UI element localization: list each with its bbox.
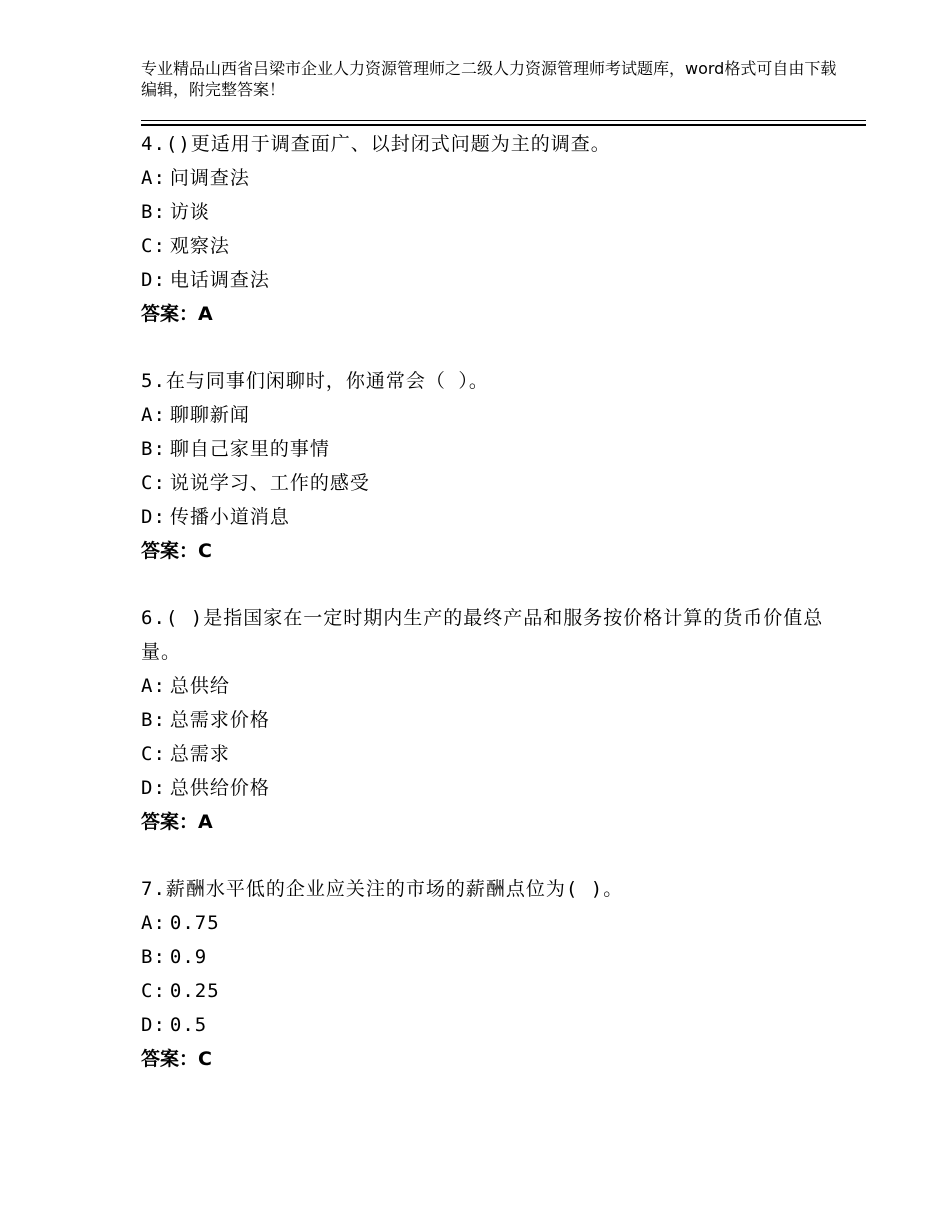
answer: 答案：C (141, 1048, 212, 1070)
option-a (141, 906, 841, 940)
question-text: 5.在与同事们闲聊时，你通常会（ ）。 (141, 370, 489, 392)
answer: 答案：C (141, 540, 212, 562)
option-text: 0.5 (169, 1014, 208, 1036)
option-text: 问调查法 (169, 167, 250, 189)
option-key: C: (141, 472, 166, 494)
option-c (141, 974, 841, 1008)
option-key: A: (141, 404, 166, 426)
question-7 (141, 872, 841, 1076)
option-text: 说说学习、工作的感受 (169, 472, 370, 494)
option-text: 0.25 (169, 980, 220, 1002)
option-d (141, 771, 841, 805)
question-text: 6.( )是指国家在一定时期内生产的最终产品和服务按价格计算的货币价值总量。 (141, 607, 824, 663)
option-d (141, 263, 841, 297)
option-key: D: (141, 1014, 166, 1036)
option-key: A: (141, 675, 166, 697)
option-a (141, 398, 841, 432)
option-text: 聊聊新闻 (169, 404, 250, 426)
option-a (141, 669, 841, 703)
option-text: 观察法 (169, 235, 230, 257)
option-text: 聊自己家里的事情 (169, 438, 330, 460)
question-5 (141, 364, 841, 568)
option-text: 传播小道消息 (169, 506, 290, 528)
option-key: A: (141, 912, 166, 934)
option-key: D: (141, 506, 166, 528)
question-6 (141, 601, 841, 839)
header-divider-thin (141, 120, 866, 121)
option-b (141, 940, 841, 974)
option-key: B: (141, 438, 166, 460)
option-key: B: (141, 201, 166, 223)
option-text: 0.9 (169, 946, 208, 968)
option-c (141, 737, 841, 771)
option-a (141, 161, 841, 195)
question-text: 4.()更适用于调查面广、以封闭式问题为主的调查。 (141, 133, 611, 155)
option-d (141, 500, 841, 534)
question-text: 7.薪酬水平低的企业应关注的市场的薪酬点位为( )。 (141, 878, 624, 900)
option-b (141, 432, 841, 466)
option-text: 总供给 (169, 675, 230, 697)
answer: 答案：A (141, 303, 213, 325)
option-text: 总供给价格 (169, 777, 270, 799)
option-text: 访谈 (169, 201, 210, 223)
option-key: A: (141, 167, 166, 189)
option-text: 电话调查法 (169, 269, 270, 291)
option-key: C: (141, 980, 166, 1002)
option-key: D: (141, 269, 166, 291)
option-key: B: (141, 709, 166, 731)
option-c (141, 466, 841, 500)
option-b (141, 195, 841, 229)
option-key: D: (141, 777, 166, 799)
option-text: 总需求 (169, 743, 230, 765)
option-c (141, 229, 841, 263)
option-key: B: (141, 946, 166, 968)
option-key: C: (141, 235, 166, 257)
option-b (141, 703, 841, 737)
question-list (141, 127, 841, 1109)
question-4 (141, 127, 841, 331)
option-d (141, 1008, 841, 1042)
document-header: 专业精品山西省吕梁市企业人力资源管理师之二级人力资源管理师考试题库，word格式可自由下载编辑，附完整答案！ (141, 59, 837, 99)
header-divider-thick (141, 124, 866, 126)
option-text: 总需求价格 (169, 709, 270, 731)
option-text: 0.75 (169, 912, 220, 934)
option-key: C: (141, 743, 166, 765)
answer: 答案：A (141, 811, 213, 833)
